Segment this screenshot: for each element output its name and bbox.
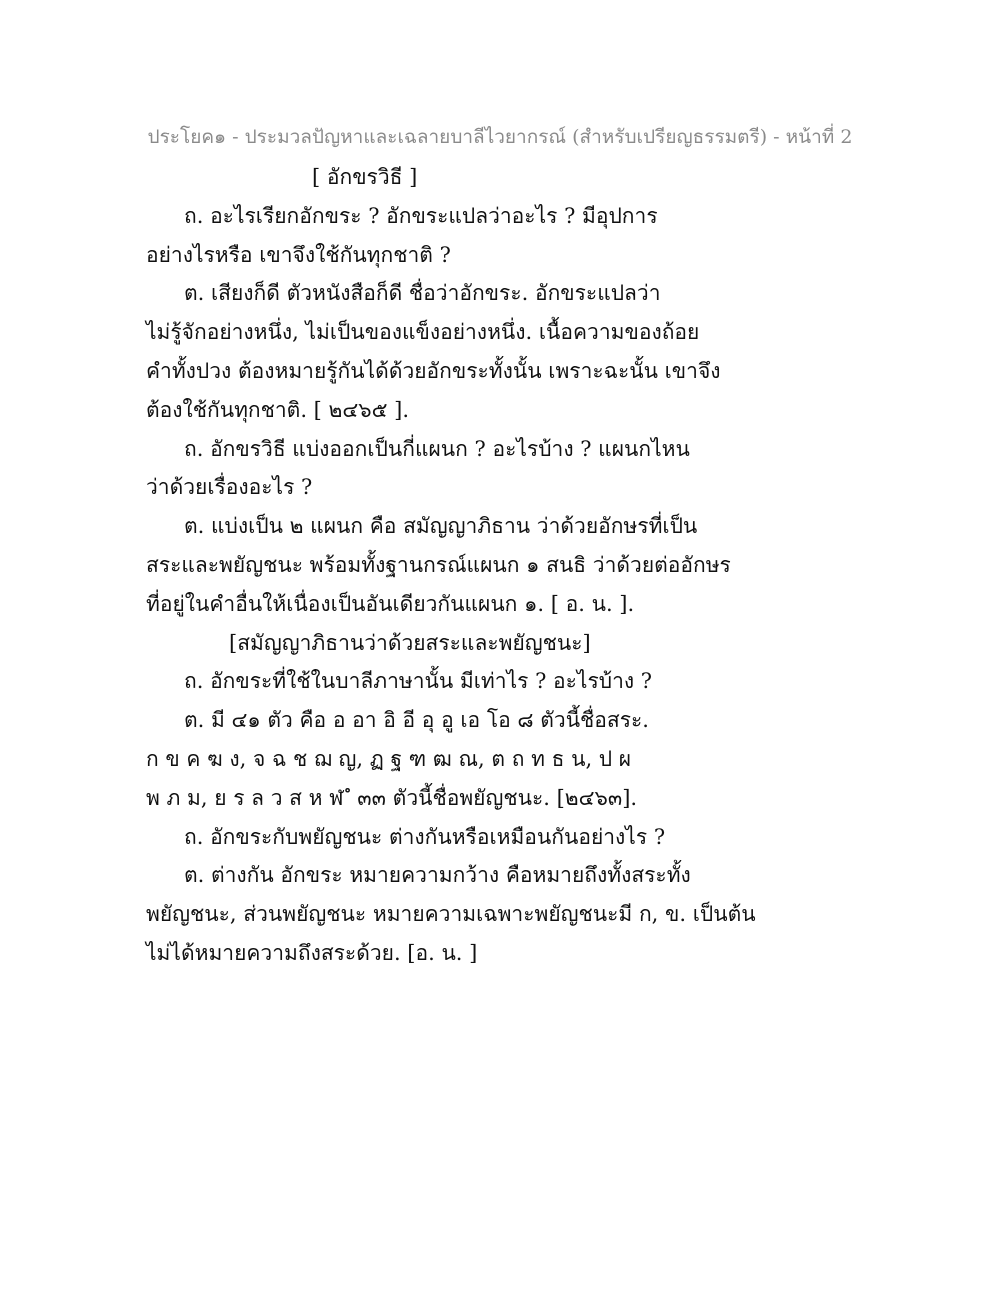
answer-line: พยัญชนะ, ส่วนพยัญชนะ หมายความเฉพาะพยัญชนะมี ก, ข. เป็นต้น bbox=[146, 902, 756, 927]
answer-line: ต. ต่างกัน อักขระ หมายความกว้าง คือหมายถึงทั้งสระทั้ง bbox=[184, 863, 691, 888]
answer-line: ต้องใช้กันทุกชาติ. [ ๒๔๖๕ ]. bbox=[146, 397, 410, 422]
answer-line: ไม่รู้จักอย่างหนึ่ง, ไม่เป็นของแข็งอย่างหนึ่ง. เนื้อความของถ้อย bbox=[146, 320, 700, 345]
answer-line: พ ภ ม, ย ร ล ว ส ห ฬ ํ ๓๓ ตัวนี้ชื่อพยัญชนะ. [๒๔๖๓]. bbox=[146, 785, 638, 810]
question-line: ถ. อักขระกับพยัญชนะ ต่างกันหรือเหมือนกันอย่างไร ? bbox=[184, 824, 666, 849]
running-header: ประโยค๑ - ประมวลปัญหาและเฉลายบาลีไวยากรณ์ (สำหรับเปรียญธรรมตรี) - หน้าที่ 2 bbox=[147, 126, 853, 148]
question-line: ว่าด้วยเรื่องอะไร ? bbox=[146, 475, 313, 500]
answer-line: คำทั้งปวง ต้องหมายรู้กันได้ด้วยอักขระทั้งนั้น เพราะฉะนั้น เขาจึง bbox=[146, 358, 721, 383]
answer-line: ที่อยู่ในคำอื่นให้เนื่องเป็นอันเดียวกันแผนก ๑. [ อ. น. ]. bbox=[146, 591, 635, 616]
answer-line: ต. แบ่งเป็น ๒ แผนก คือ สมัญญาภิธาน ว่าด้วยอักษรที่เป็น bbox=[184, 514, 698, 539]
question-line: ถ. อะไรเรียกอักขระ ? อักขระแปลว่าอะไร ? มีอุปการ bbox=[184, 203, 658, 228]
answer-line: ต. เสียงก็ดี ตัวหนังสือก็ดี ชื่อว่าอักขระ. อักขระแปลว่า bbox=[184, 281, 661, 306]
question-line: อย่างไรหรือ เขาจึงใช้กันทุกชาติ ? bbox=[146, 242, 451, 267]
answer-line: ต. มี ๔๑ ตัว คือ อ อา อิ อี อุ อู เอ โอ ๘ ตัวนี้ชื่อสระ. bbox=[184, 708, 649, 733]
subsection-heading: [สมัญญาภิธานว่าด้วยสระและพยัญชนะ] bbox=[229, 630, 591, 655]
answer-line: สระและพยัญชนะ พร้อมทั้งฐานกรณ์แผนก ๑ สนธิ ว่าด้วยต่ออักษร bbox=[146, 552, 731, 577]
answer-line: ไม่ได้หมายความถึงสระด้วย. [อ. น. ] bbox=[146, 940, 478, 965]
answer-line: ก ข ค ฆ ง, จ ฉ ช ฌ ญ, ฏ ฐ ฑ ฒ ณ, ต ถ ท ธ น, ป ผ bbox=[146, 746, 632, 771]
question-line: ถ. อักขรวิธี แบ่งออกเป็นกี่แผนก ? อะไรบ้าง ? แผนกไหน bbox=[184, 436, 690, 461]
section-heading: [ อักขรวิธี ] bbox=[312, 165, 418, 189]
document-body bbox=[146, 158, 846, 973]
question-line: ถ. อักขระที่ใช้ในบาลีภาษานั้น มีเท่าไร ? อะไรบ้าง ? bbox=[184, 669, 653, 694]
